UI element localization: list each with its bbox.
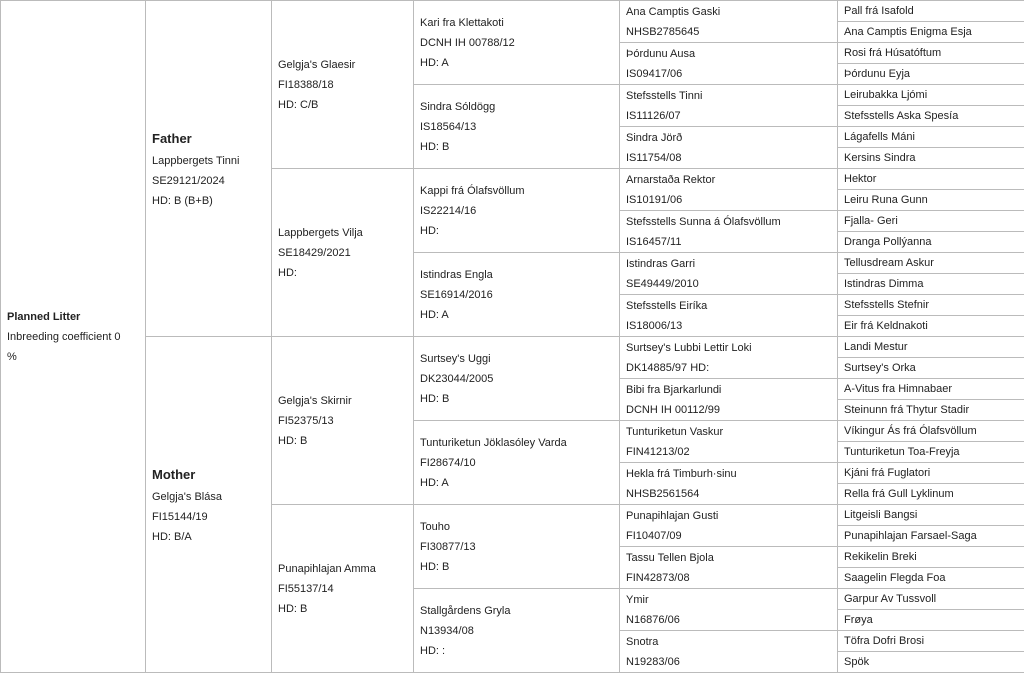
planned-litter-cell xyxy=(1,1,146,673)
great-grandparent-registration: IS22214/16 xyxy=(420,201,613,221)
ancestor-g6-cell: Kjáni frá Fuglatori xyxy=(838,463,1024,484)
ancestor-g6-cell: Istindras Dimma xyxy=(838,274,1024,295)
ancestor-g5-registration: IS11126/07 xyxy=(626,106,831,126)
ancestor-g6-cell: Punapihlajan Farsael-Saga xyxy=(838,526,1024,547)
mother-cell xyxy=(146,337,272,673)
ancestor-g6-cell: Saagelin Flegda Foa xyxy=(838,568,1024,589)
great-grandparent-cell xyxy=(414,169,620,253)
ancestor-g5-cell xyxy=(620,547,838,589)
mother-hd: HD: B/A xyxy=(152,527,265,547)
ancestor-g6-cell: Surtsey's Orka xyxy=(838,358,1024,379)
ancestor-g5-registration: IS09417/06 xyxy=(626,64,831,84)
ancestor-g6-cell: Fjalla- Geri xyxy=(838,211,1024,232)
grandparent-registration: FI55137/14 xyxy=(278,579,407,599)
ancestor-g5-name: Stefsstells Tinni xyxy=(626,86,831,106)
ancestor-g5-cell xyxy=(620,85,838,127)
great-grandparent-name: Sindra Sóldögg xyxy=(420,97,613,117)
great-grandparent-cell xyxy=(414,505,620,589)
great-grandparent-registration: FI30877/13 xyxy=(420,537,613,557)
ancestor-g6-cell: Rekikelin Breki xyxy=(838,547,1024,568)
ancestor-g6-cell: Rosi frá Húsatóftum xyxy=(838,43,1024,64)
ancestor-g6-cell: Hektor xyxy=(838,169,1024,190)
ancestor-g5-registration: IS10191/06 xyxy=(626,190,831,210)
great-grandparent-hd: HD: B xyxy=(420,557,613,577)
grandparent-cell xyxy=(272,1,414,169)
ancestor-g6-cell: Eir frá Keldnakoti xyxy=(838,316,1024,337)
great-grandparent-cell xyxy=(414,85,620,169)
ancestor-g5-cell xyxy=(620,43,838,85)
grandparent-cell xyxy=(272,505,414,673)
ancestor-g6-cell: Spök xyxy=(838,652,1024,673)
ancestor-g5-name: Punapihlajan Gusti xyxy=(626,506,831,526)
ancestor-g5-name: Surtsey's Lubbi Lettir Loki xyxy=(626,338,831,358)
great-grandparent-hd: HD: A xyxy=(420,305,613,325)
ancestor-g5-name: Sindra Jörð xyxy=(626,128,831,148)
great-grandparent-cell xyxy=(414,253,620,337)
ancestor-g5-cell xyxy=(620,421,838,463)
grandparent-hd: HD: B xyxy=(278,431,407,451)
ancestor-g5-cell xyxy=(620,337,838,379)
ancestor-g5-registration: NHSB2561564 xyxy=(626,484,831,504)
great-grandparent-name: Kari fra Klettakoti xyxy=(420,13,613,33)
ancestor-g5-registration: NHSB2785645 xyxy=(626,22,831,42)
ancestor-g6-cell: Lágafells Máni xyxy=(838,127,1024,148)
ancestor-g6-cell: Töfra Dofri Brosi xyxy=(838,631,1024,652)
ancestor-g5-registration: FIN41213/02 xyxy=(626,442,831,462)
ancestor-g6-cell: Kersins Sindra xyxy=(838,148,1024,169)
grandparent-hd: HD: B xyxy=(278,599,407,619)
great-grandparent-registration: IS18564/13 xyxy=(420,117,613,137)
ancestor-g5-name: Snotra xyxy=(626,632,831,652)
great-grandparent-registration: FI28674/10 xyxy=(420,453,613,473)
great-grandparent-hd: HD: xyxy=(420,221,613,241)
great-grandparent-hd: HD: A xyxy=(420,53,613,73)
ancestor-g5-name: Hekla frá Timburh·sinu xyxy=(626,464,831,484)
ancestor-g6-cell: Rella frá Gull Lyklinum xyxy=(838,484,1024,505)
ancestor-g5-registration: DCNH IH 00112/99 xyxy=(626,400,831,420)
ancestor-g6-cell: Frøya xyxy=(838,610,1024,631)
ancestor-g6-cell: Garpur Av Tussvoll xyxy=(838,589,1024,610)
ancestor-g6-cell: Dranga Pollýanna xyxy=(838,232,1024,253)
ancestor-g5-name: Þórdunu Ausa xyxy=(626,44,831,64)
ancestor-g5-name: Ana Camptis Gaski xyxy=(626,2,831,22)
ancestor-g6-cell: Litgeisli Bangsi xyxy=(838,505,1024,526)
ancestor-g5-registration: IS11754/08 xyxy=(626,148,831,168)
grandparent-hd: HD: xyxy=(278,263,407,283)
ancestor-g5-name: Istindras Garri xyxy=(626,254,831,274)
grandparent-registration: FI18388/18 xyxy=(278,75,407,95)
father-name: Lappbergets Tinni xyxy=(152,151,265,171)
ancestor-g5-cell xyxy=(620,169,838,211)
great-grandparent-name: Kappi frá Ólafsvöllum xyxy=(420,181,613,201)
ancestor-g5-registration: IS16457/11 xyxy=(626,232,831,252)
grandparent-registration: SE18429/2021 xyxy=(278,243,407,263)
ancestor-g6-cell: Steinunn frá Thytur Stadir xyxy=(838,400,1024,421)
great-grandparent-registration: N13934/08 xyxy=(420,621,613,641)
ancestor-g6-cell: Pall frá Isafold xyxy=(838,1,1024,22)
ancestor-g6-cell: Leiru Runa Gunn xyxy=(838,190,1024,211)
ancestor-g5-cell xyxy=(620,253,838,295)
ancestor-g6-cell: Stefsstells Stefnir xyxy=(838,295,1024,316)
great-grandparent-name: Istindras Engla xyxy=(420,265,613,285)
mother-label: Mother xyxy=(152,463,265,487)
ancestor-g5-registration: DK14885/97 HD: xyxy=(626,358,831,378)
great-grandparent-hd: HD: B xyxy=(420,137,613,157)
great-grandparent-cell xyxy=(414,421,620,505)
ancestor-g6-cell: Leirubakka Ljómi xyxy=(838,85,1024,106)
father-registration: SE29121/2024 xyxy=(152,171,265,191)
ancestor-g5-registration: SE49449/2010 xyxy=(626,274,831,294)
mother-name: Gelgja's Blása xyxy=(152,487,265,507)
ancestor-g5-cell xyxy=(620,505,838,547)
great-grandparent-hd: HD: A xyxy=(420,473,613,493)
great-grandparent-name: Tunturiketun Jöklasóley Varda xyxy=(420,433,613,453)
ancestor-g5-cell xyxy=(620,295,838,337)
great-grandparent-hd: HD: B xyxy=(420,389,613,409)
grandparent-name: Gelgja's Glaesir xyxy=(278,55,407,75)
grandparent-registration: FI52375/13 xyxy=(278,411,407,431)
mother-registration: FI15144/19 xyxy=(152,507,265,527)
inbreeding-text: Inbreeding coefficient 0 xyxy=(7,327,139,347)
grandparent-name: Lappbergets Vilja xyxy=(278,223,407,243)
ancestor-g5-cell xyxy=(620,211,838,253)
litter-title: Planned Litter xyxy=(7,307,139,327)
great-grandparent-name: Stallgårdens Gryla xyxy=(420,601,613,621)
great-grandparent-cell xyxy=(414,589,620,673)
father-label: Father xyxy=(152,127,265,151)
grandparent-cell xyxy=(272,337,414,505)
ancestor-g5-name: Tassu Tellen Bjola xyxy=(626,548,831,568)
ancestor-g5-cell xyxy=(620,631,838,673)
great-grandparent-name: Surtsey's Uggi xyxy=(420,349,613,369)
great-grandparent-registration: DCNH IH 00788/12 xyxy=(420,33,613,53)
grandparent-name: Punapihlajan Amma xyxy=(278,559,407,579)
ancestor-g5-name: Bibi fra Bjarkarlundi xyxy=(626,380,831,400)
ancestor-g6-cell: A-Vitus fra Himnabaer xyxy=(838,379,1024,400)
ancestor-g5-cell xyxy=(620,379,838,421)
ancestor-g6-cell: Stefsstells Aska Spesía xyxy=(838,106,1024,127)
great-grandparent-registration: DK23044/2005 xyxy=(420,369,613,389)
ancestor-g5-name: Stefsstells Eiríka xyxy=(626,296,831,316)
ancestor-g5-registration: N16876/06 xyxy=(626,610,831,630)
ancestor-g5-registration: FI10407/09 xyxy=(626,526,831,546)
pedigree-row xyxy=(1,1,1024,22)
great-grandparent-name: Touho xyxy=(420,517,613,537)
ancestor-g6-cell: Landi Mestur xyxy=(838,337,1024,358)
great-grandparent-hd: HD: : xyxy=(420,641,613,661)
grandparent-cell xyxy=(272,169,414,337)
ancestor-g6-cell: Tellusdream Askur xyxy=(838,253,1024,274)
ancestor-g6-cell: Tunturiketun Toa-Freyja xyxy=(838,442,1024,463)
grandparent-name: Gelgja's Skirnir xyxy=(278,391,407,411)
ancestor-g5-name: Tunturiketun Vaskur xyxy=(626,422,831,442)
ancestor-g5-cell xyxy=(620,127,838,169)
ancestor-g5-cell xyxy=(620,463,838,505)
ancestor-g5-name: Arnarstaða Rektor xyxy=(626,170,831,190)
ancestor-g5-registration: FIN42873/08 xyxy=(626,568,831,588)
ancestor-g5-registration: N19283/06 xyxy=(626,652,831,672)
great-grandparent-registration: SE16914/2016 xyxy=(420,285,613,305)
ancestor-g5-cell xyxy=(620,589,838,631)
ancestor-g6-cell: Þórdunu Eyja xyxy=(838,64,1024,85)
ancestor-g5-registration: IS18006/13 xyxy=(626,316,831,336)
father-cell xyxy=(146,1,272,337)
ancestor-g5-name: Stefsstells Sunna á Ólafsvöllum xyxy=(626,212,831,232)
great-grandparent-cell xyxy=(414,337,620,421)
inbreeding-text-cont: % xyxy=(7,347,139,367)
father-hd: HD: B (B+B) xyxy=(152,191,265,211)
great-grandparent-cell xyxy=(414,1,620,85)
pedigree-row xyxy=(1,337,1024,358)
ancestor-g5-name: Ymir xyxy=(626,590,831,610)
ancestor-g6-cell: Víkingur Ás frá Ólafsvöllum xyxy=(838,421,1024,442)
ancestor-g5-cell xyxy=(620,1,838,43)
grandparent-hd: HD: C/B xyxy=(278,95,407,115)
ancestor-g6-cell: Ana Camptis Enigma Esja xyxy=(838,22,1024,43)
